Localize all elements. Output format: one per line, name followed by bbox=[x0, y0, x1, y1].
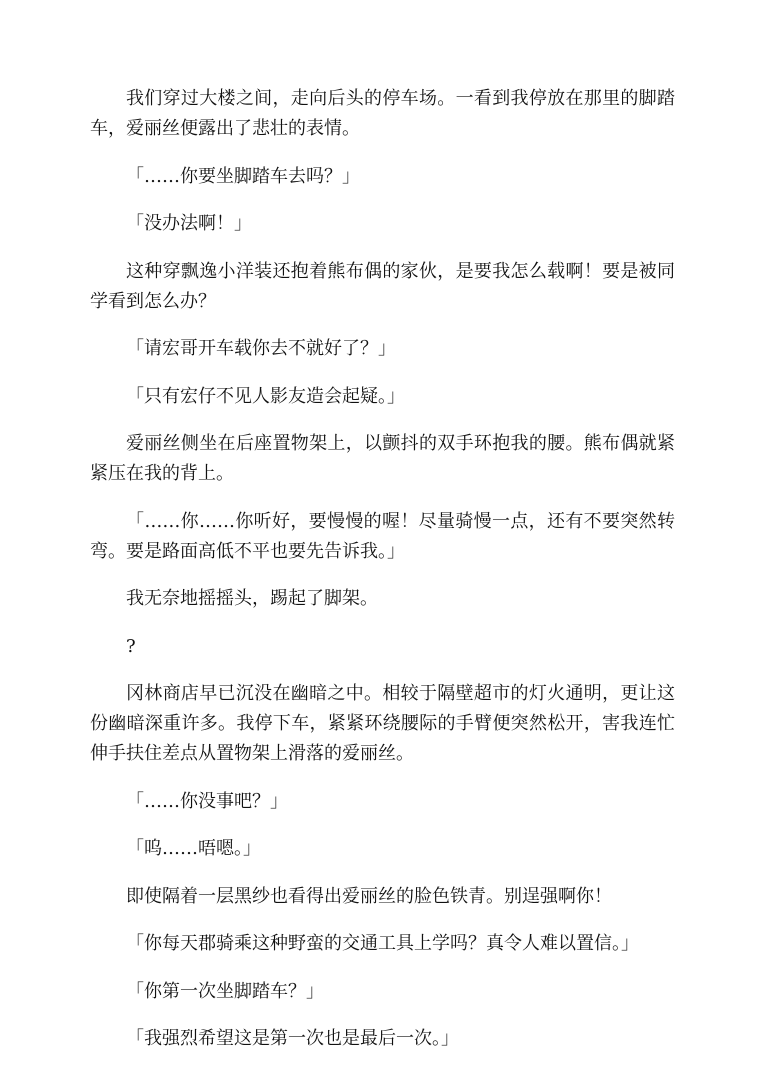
paragraph: 「你每天郡骑乘这种野蛮的交通工具上学吗？真令人难以置信。」 bbox=[126, 933, 639, 954]
paragraph: 「呜……唔嗯。」 bbox=[126, 838, 261, 859]
paragraph: 这种穿飘逸小洋装还抱着熊布偶的家伙，是要我怎么载啊！要是被同学看到怎么办？ bbox=[90, 260, 675, 312]
paragraph: 「你第一次坐脚踏车？」 bbox=[126, 980, 324, 1002]
paragraph: 冈林商店早已沉没在幽暗之中。相较于隔壁超市的灯火通明，更让这份幽暗深重许多。我停下车，紧紧环绕腰际的手臂便突然松开，害我连忙伸手扶住差点从置物架上滑落的爱丽丝。 bbox=[90, 683, 675, 764]
document-page bbox=[90, 84, 675, 1072]
paragraph: 「……你要坐脚踏车去吗？」 bbox=[126, 165, 360, 187]
paragraph: 我们穿过大楼之间，走向后头的停车场。一看到我停放在那里的脚踏车，爱丽丝便露出了悲壮的表情。 bbox=[90, 88, 675, 139]
paragraph: 「……你……你听好，要慢慢的喔！尽量骑慢一点，还有不要突然转弯。要是路面高低不平也要先告诉我。」 bbox=[90, 510, 675, 562]
paragraph: 「我强烈希望这是第一次也是最后一次。」 bbox=[126, 1028, 459, 1049]
paragraph: 我无奈地摇摇头，踢起了脚架。 bbox=[126, 588, 378, 609]
paragraph: 「只有宏仔不见人影友造会起疑。」 bbox=[126, 385, 405, 407]
paragraph: 即使隔着一层黑纱也看得出爱丽丝的脸色铁青。别逞强啊你！ bbox=[126, 885, 612, 907]
paragraph: 爱丽丝侧坐在后座置物架上，以颤抖的双手环抱我的腰。熊布偶就紧紧压在我的背上。 bbox=[90, 433, 675, 484]
paragraph: 「……你没事吧？」 bbox=[126, 790, 288, 812]
paragraph: 「没办法啊！」 bbox=[126, 213, 252, 234]
paragraph: 「请宏哥开车载你去不就好了？」 bbox=[126, 338, 396, 359]
scene-break: ? bbox=[126, 635, 136, 657]
